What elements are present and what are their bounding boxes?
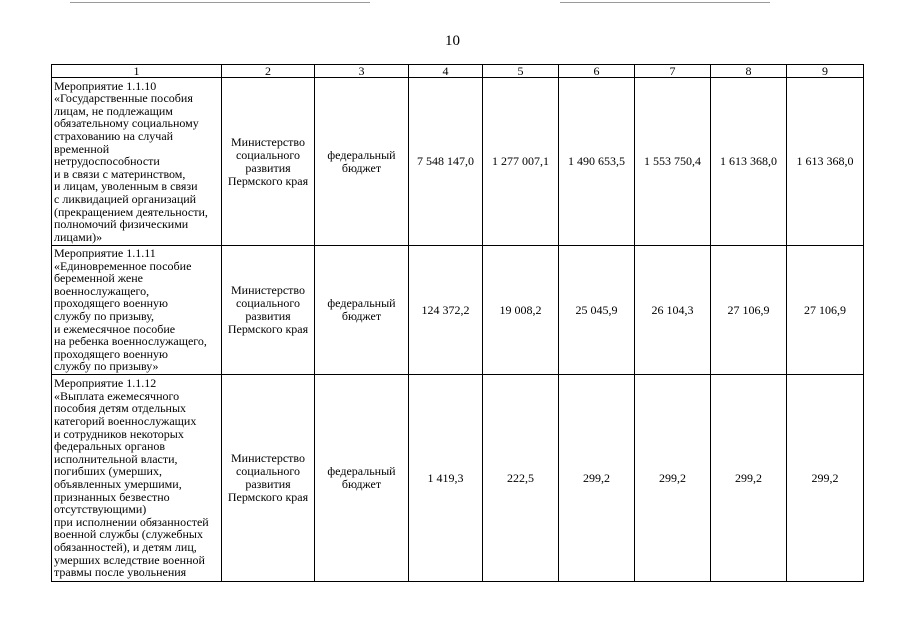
description-line: страхованию на случай bbox=[54, 129, 174, 144]
description-line: лицам, не подлежащим bbox=[54, 103, 173, 118]
value-cell: 1 553 750,4 bbox=[635, 78, 711, 246]
executor-line: Министерство bbox=[231, 283, 305, 297]
description-line: и сотрудников некоторых bbox=[54, 426, 184, 441]
description-line: обязательному социальному bbox=[54, 116, 199, 131]
value-cell: 27 106,9 bbox=[711, 246, 787, 375]
value-cell: 1 419,3 bbox=[409, 375, 483, 582]
description-line: нетрудоспособности bbox=[54, 154, 160, 169]
funding-source-cell bbox=[315, 78, 409, 246]
description-line: лицами)» bbox=[54, 229, 103, 244]
value-cell: 299,2 bbox=[711, 375, 787, 582]
value-cell: 299,2 bbox=[787, 375, 864, 582]
source-line: федеральный bbox=[327, 147, 396, 162]
table-row bbox=[52, 246, 864, 375]
column-header: 4 bbox=[409, 65, 483, 78]
column-header: 7 bbox=[635, 65, 711, 78]
description-line: военнослужащего, bbox=[54, 283, 150, 298]
value-cell: 299,2 bbox=[559, 375, 635, 582]
page-number: 10 bbox=[445, 33, 460, 49]
executor-line: социального bbox=[235, 147, 301, 162]
column-header: 6 bbox=[559, 65, 635, 78]
column-header: 2 bbox=[222, 65, 315, 78]
description-line: при исполнении обязанностей bbox=[54, 514, 209, 529]
value-cell: 222,5 bbox=[483, 375, 559, 582]
description-line: обязанностей), и детям лиц, bbox=[54, 539, 197, 554]
description-line: погибших (умерших, bbox=[54, 464, 162, 479]
source-line: бюджет bbox=[341, 160, 382, 175]
description-line: и лицам, уволенным в связи bbox=[54, 179, 198, 194]
executor-cell bbox=[222, 375, 315, 582]
value-cell: 7 548 147,0 bbox=[409, 78, 483, 246]
description-line: беременной жене bbox=[54, 271, 143, 286]
executor-line: социального bbox=[235, 464, 301, 478]
description-line: (прекращением деятельности, bbox=[54, 204, 208, 219]
description-line: «Государственные пособия bbox=[54, 91, 193, 106]
description-line: пособия детям отдельных bbox=[54, 401, 187, 416]
value-cell: 1 613 368,0 bbox=[711, 78, 787, 246]
table-row bbox=[52, 78, 864, 246]
description-line: военной службы (служебных bbox=[54, 527, 203, 542]
description-line: службу по призыву» bbox=[54, 359, 159, 374]
description-line: и ежемесячное пособие bbox=[54, 321, 176, 336]
description-line: умерших вследствие военной bbox=[54, 552, 205, 567]
column-header: 9 bbox=[787, 65, 864, 78]
description-line: проходящего военную bbox=[54, 296, 168, 311]
value-cell: 26 104,3 bbox=[635, 246, 711, 375]
executor-line: развития bbox=[245, 477, 291, 491]
executor-cell bbox=[222, 78, 315, 246]
description-line: «Единовременное пособие bbox=[54, 258, 192, 273]
description-line: Мероприятие 1.1.12 bbox=[54, 376, 157, 391]
column-header: 5 bbox=[483, 65, 559, 78]
value-cell: 299,2 bbox=[635, 375, 711, 582]
executor-cell bbox=[222, 246, 315, 375]
value-cell: 124 372,2 bbox=[409, 246, 483, 375]
column-number-row bbox=[52, 65, 864, 78]
value-cell: 19 008,2 bbox=[483, 246, 559, 375]
description-line: проходящего военную bbox=[54, 346, 168, 361]
source-line: федеральный bbox=[327, 296, 396, 310]
description-line: категорий военнослужащих bbox=[54, 414, 197, 429]
table-row bbox=[52, 375, 864, 582]
measure-description bbox=[52, 375, 222, 582]
description-line: Мероприятие 1.1.10 bbox=[54, 78, 157, 93]
value-cell: 25 045,9 bbox=[559, 246, 635, 375]
description-line: службу по призыву, bbox=[54, 309, 155, 323]
executor-line: Пермского края bbox=[227, 173, 309, 188]
executor-line: развития bbox=[245, 160, 291, 175]
source-line: федеральный bbox=[327, 464, 396, 478]
description-line: травмы после увольнения bbox=[54, 565, 187, 580]
description-line: объявленных умершими, bbox=[54, 477, 182, 491]
description-line: полномочий физическими bbox=[54, 217, 189, 232]
funding-source-cell bbox=[315, 375, 409, 582]
description-line: с ликвидацией организаций bbox=[54, 191, 197, 206]
description-line: федеральных органов bbox=[54, 439, 166, 454]
description-line: исполнительной власти, bbox=[54, 451, 178, 466]
funding-source-cell bbox=[315, 246, 409, 375]
value-cell: 1 490 653,5 bbox=[559, 78, 635, 246]
executor-line: Министерство bbox=[231, 134, 305, 149]
executor-line: развития bbox=[245, 309, 291, 323]
measure-description bbox=[52, 246, 222, 375]
column-header: 8 bbox=[711, 65, 787, 78]
description-line: на ребенка военнослужащего, bbox=[54, 334, 207, 349]
description-line: временной bbox=[54, 141, 110, 156]
description-line: признанных безвестно bbox=[54, 489, 170, 504]
column-header: 3 bbox=[315, 65, 409, 78]
executor-line: Пермского края bbox=[227, 490, 309, 504]
budget-table bbox=[51, 64, 864, 582]
executor-line: Министерство bbox=[231, 451, 305, 465]
scan-top-line-left bbox=[70, 2, 370, 3]
value-cell: 1 277 007,1 bbox=[483, 78, 559, 246]
executor-line: социального bbox=[235, 296, 301, 310]
value-cell: 27 106,9 bbox=[787, 246, 864, 375]
description-line: Мероприятие 1.1.11 bbox=[54, 246, 156, 261]
measure-description bbox=[52, 78, 222, 246]
executor-line: Пермского края bbox=[227, 322, 309, 336]
description-line: отсутствующими) bbox=[54, 502, 147, 517]
scan-top-line-right bbox=[560, 2, 770, 3]
description-line: и в связи с материнством, bbox=[54, 166, 186, 181]
value-cell: 1 613 368,0 bbox=[787, 78, 864, 246]
source-line: бюджет bbox=[341, 477, 382, 491]
source-line: бюджет bbox=[341, 309, 382, 323]
column-header: 1 bbox=[52, 65, 222, 78]
description-line: «Выплата ежемесячного bbox=[54, 388, 180, 403]
